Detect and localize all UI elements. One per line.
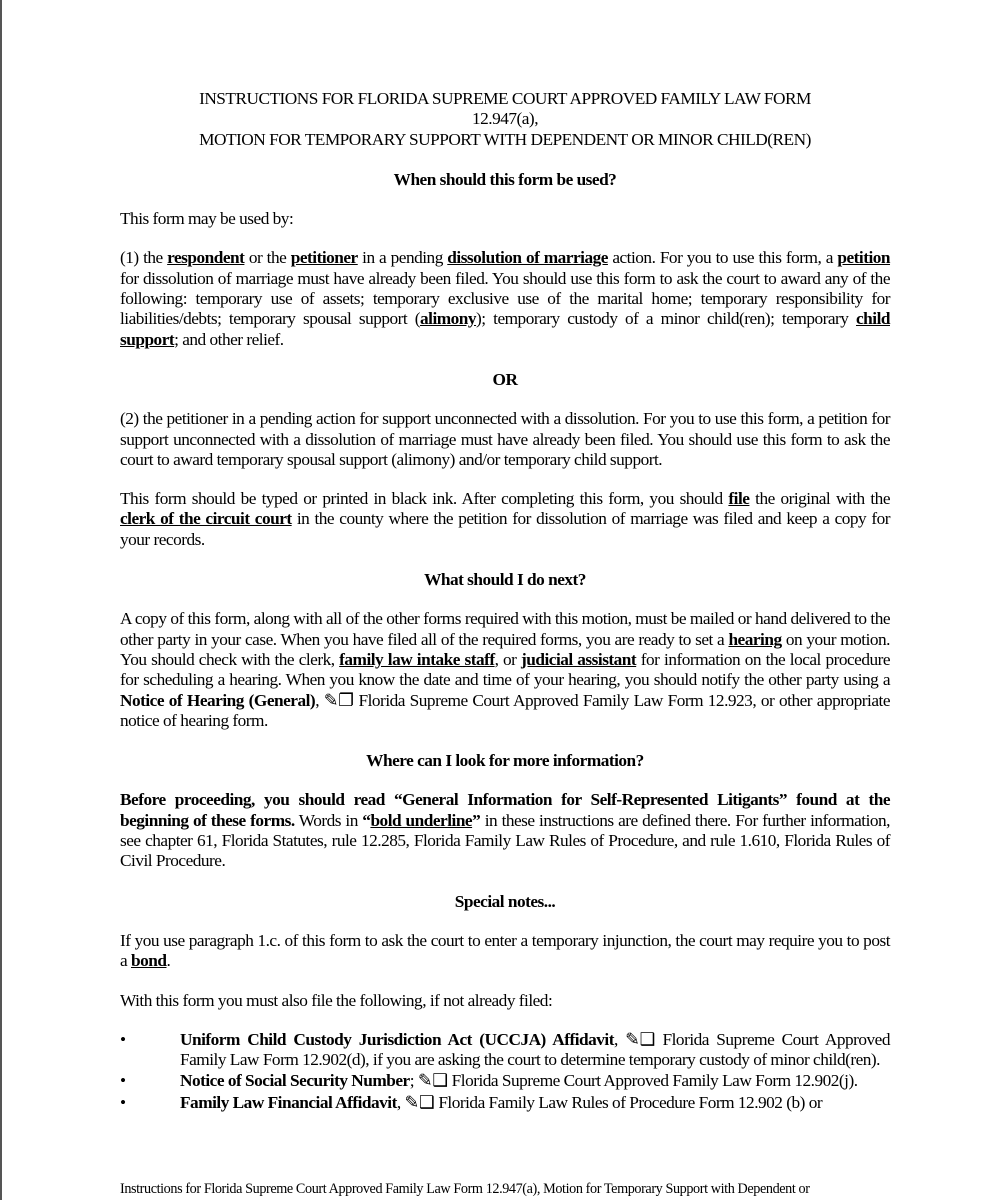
term-family-law-intake-staff: family law intake staff <box>339 649 495 669</box>
intro-text: This form may be used by: <box>120 209 294 229</box>
paragraph-more-info: Before proceeding, you should read “General Information for Self-Represented Litigants” found at the beginning of these forms. Words in “bold underline” in these instructions are defined there. For further information, see chapter 61, Florida Statutes, rule 12.285, Florida Family Law Rules of Procedure, and rule 1.610, Florida Rules of Civil Procedure. <box>120 790 891 871</box>
bullet-dot: • <box>120 1092 126 1112</box>
document-title <box>120 89 890 150</box>
form-symbol-icon: ✎❑ <box>404 1092 435 1112</box>
or-separator: OR <box>492 369 518 389</box>
form-symbol-icon: ✎❑ <box>625 1029 656 1049</box>
list-item: • Notice of Social Security Number; ✎❑ Florida Supreme Court Approved Family Law Form 12.902(j). <box>120 1071 858 1091</box>
list-item: • Uniform Child Custody Jurisdiction Act (UCCJA) Affidavit, ✎❑ Florida Supreme Court Approved Family Law Form 12.902(d), if you are asking the court to determine temporary custody of minor child(ren). <box>120 1029 890 1070</box>
form-name: Notice of Social Security Number <box>180 1071 410 1091</box>
bullet-dot: • <box>120 1071 126 1091</box>
heading-what-next: What should I do next? <box>424 570 586 590</box>
paragraph-option-1: (1) the respondent or the petitioner in a pending dissolution of marriage action. For you to use this form, a petition for dissolution of marriage must have already been filed. You should use this form to ask the court to award any of the following: temporary use of assets; temporary exclusive use of the marital home; temporary responsibility for liabilities/debts; temporary spousal support (alimony); temporary custody of a minor child(ren); temporary child support; and other relief. <box>120 248 891 349</box>
heading-special-notes: Special notes... <box>454 891 556 911</box>
paragraph-bond: If you use paragraph 1.c. of this form to ask the court to enter a temporary injunction, the court may require you to post a bond. <box>120 930 890 971</box>
form-name: Uniform Child Custody Jurisdiction Act (UCCJA) Affidavit <box>180 1029 614 1049</box>
paragraph-option-2: (2) the petitioner in a pending action for support unconnected with a dissolution. For you to use this form, a petition for support unconnected with a dissolution of marriage must have already been filed. You should use this form to ask the court to award temporary spousal support (alimony) and/or temporary child support. <box>120 409 890 469</box>
form-name: Family Law Financial Affidavit <box>180 1092 397 1112</box>
term-judicial-assistant: judicial assistant <box>521 649 637 669</box>
paragraph-filing: This form should be typed or printed in black ink. After completing this form, you should file the original with the clerk of the circuit court in the county where the petition for dissolution of marriage was filed and keep a copy for your records. <box>120 489 891 549</box>
term-file: file <box>728 489 750 509</box>
term-bold-underline: bold underline <box>370 810 473 830</box>
form-symbol-icon: ✎❐ <box>323 690 354 710</box>
term-respondent: respondent <box>167 248 245 268</box>
paragraph-also-file: With this form you must also file the following, if not already filed: <box>120 990 553 1010</box>
paragraph-next-steps: A copy of this form, along with all of the other forms required with this motion, must be mailed or hand delivered to the other party in your case. When you have filed all of the required forms, you are ready to set a hearing on your motion. You should check with the clerk, family law intake staff, or judicial assistant for information on the local procedure for scheduling a hearing. When you know the date and time of your hearing, you should notify the other party using a Notice of Hearing (General), ✎❐ Florida Supreme Court Approved Family Law Form 12.923, or other appropriate notice of hearing form. <box>120 609 891 730</box>
term-bond: bond <box>131 951 167 971</box>
required-forms-list <box>120 1030 890 1113</box>
term-petitioner: petitioner <box>290 248 358 268</box>
heading-when-used: When should this form be used? <box>393 169 617 189</box>
form-symbol-icon: ✎❑ <box>417 1071 448 1091</box>
title-line-1: INSTRUCTIONS FOR FLORIDA SUPREME COURT APPROVED FAMILY LAW FORM <box>199 89 811 108</box>
title-line-2: 12.947(a), <box>471 109 539 129</box>
page-left-border <box>0 0 2 1200</box>
page-footer: Instructions for Florida Supreme Court Approved Family Law Form 12.947(a), Motion for Temporary Support with Dependent or <box>120 1181 810 1197</box>
term-dissolution-of-marriage: dissolution of marriage <box>447 248 608 268</box>
list-item: • Family Law Financial Affidavit, ✎❑ Florida Family Law Rules of Procedure Form 12.902 (b) or <box>120 1092 823 1112</box>
term-child-support: child support <box>120 309 890 349</box>
title-line-3: MOTION FOR TEMPORARY SUPPORT WITH DEPENDENT OR MINOR CHILD(REN) <box>199 129 811 149</box>
term-petition: petition <box>837 248 891 268</box>
term-hearing: hearing <box>728 629 782 649</box>
term-alimony: alimony <box>420 309 477 329</box>
document-page <box>120 89 890 1114</box>
bullet-dot: • <box>120 1029 126 1049</box>
heading-more-info: Where can I look for more information? <box>366 751 644 771</box>
form-notice-of-hearing: Notice of Hearing (General) <box>120 690 316 710</box>
term-clerk-of-circuit-court: clerk of the circuit court <box>120 509 292 529</box>
